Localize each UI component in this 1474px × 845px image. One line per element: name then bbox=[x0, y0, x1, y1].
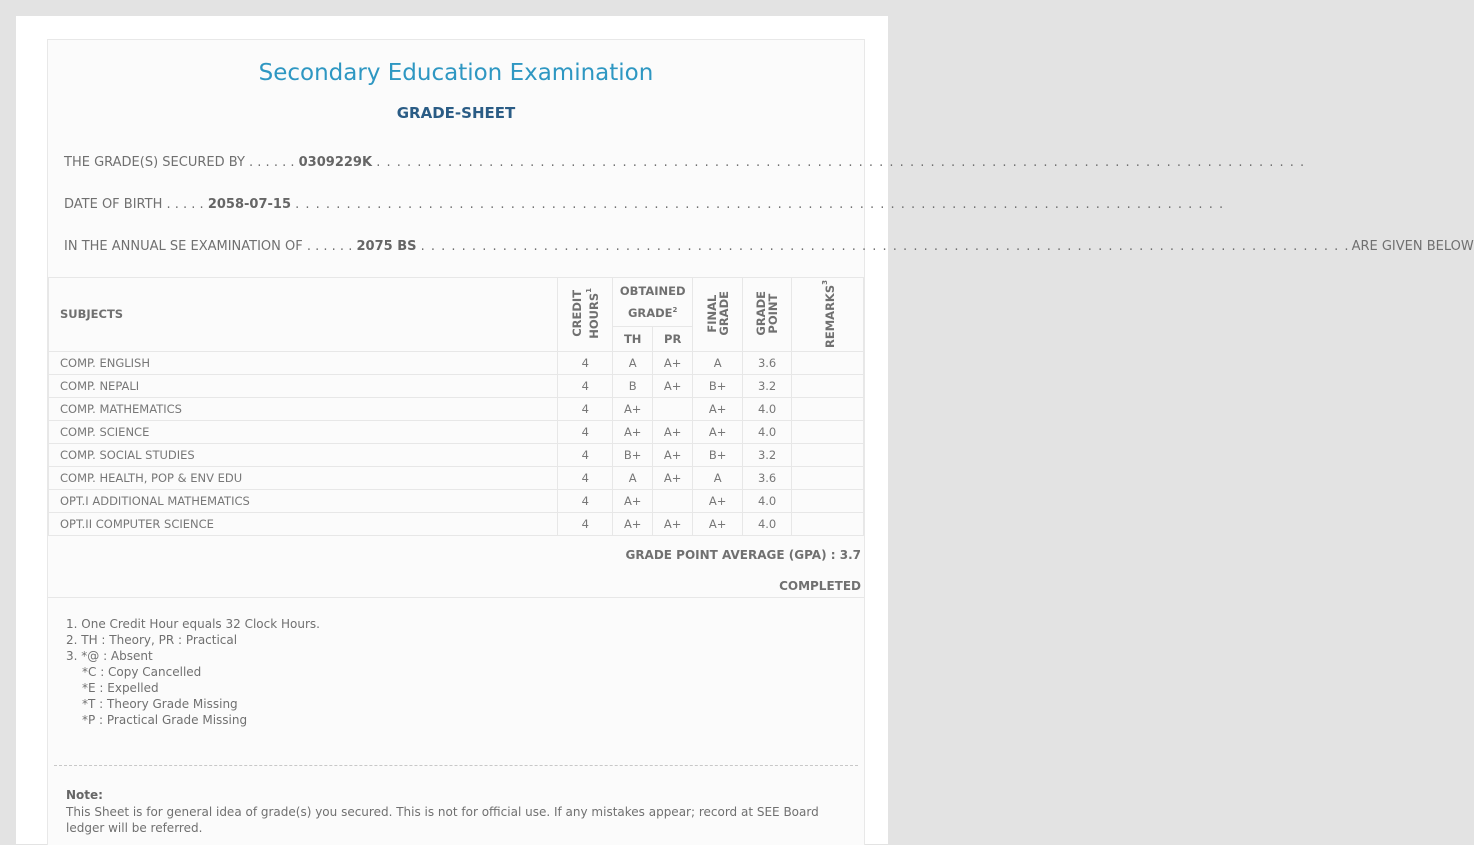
lead-dots: . . . . . . bbox=[249, 155, 295, 170]
final-grade-cell: A+ bbox=[693, 397, 743, 420]
practical-grade-cell: A+ bbox=[653, 443, 693, 466]
practical-grade-cell bbox=[653, 489, 693, 512]
grade-point-cell: 4.0 bbox=[743, 489, 792, 512]
theory-grade-cell: A+ bbox=[613, 489, 653, 512]
lead-dots: . . . . . bbox=[166, 197, 204, 212]
exam-tail: ARE GIVEN BELOW bbox=[1351, 239, 1474, 254]
remarks-cell bbox=[792, 374, 864, 397]
credit-hours-cell: 4 bbox=[558, 443, 613, 466]
theory-grade-cell: A bbox=[613, 351, 653, 374]
practical-header: PR bbox=[653, 327, 693, 352]
subject-cell: COMP. MATHEMATICS bbox=[49, 397, 558, 420]
result-status: COMPLETED bbox=[779, 579, 861, 593]
table-row bbox=[49, 351, 864, 374]
table-row bbox=[49, 443, 864, 466]
practical-grade-cell: A+ bbox=[653, 466, 693, 489]
theory-header: TH bbox=[613, 327, 653, 352]
subject-cell: OPT.I ADDITIONAL MATHEMATICS bbox=[49, 489, 558, 512]
subject-cell: COMP. NEPALI bbox=[49, 374, 558, 397]
remarks-cell bbox=[792, 512, 864, 535]
grade-point-cell: 3.2 bbox=[743, 374, 792, 397]
subject-cell: COMP. SCIENCE bbox=[49, 420, 558, 443]
credit-hours-cell: 4 bbox=[558, 351, 613, 374]
credit-hours-cell: 4 bbox=[558, 397, 613, 420]
exam-line bbox=[64, 239, 1474, 254]
subject-cell: COMP. HEALTH, POP & ENV EDU bbox=[49, 466, 558, 489]
dob-line bbox=[64, 197, 1225, 212]
footnote-3-practical-missing: *P : Practical Grade Missing bbox=[82, 713, 248, 727]
final-grade-cell: B+ bbox=[693, 443, 743, 466]
theory-grade-cell: A+ bbox=[613, 420, 653, 443]
dob-label: DATE OF BIRTH bbox=[64, 197, 163, 212]
grade-point-header: GRADE POINT bbox=[743, 278, 792, 352]
final-grade-header: FINAL GRADE bbox=[693, 278, 743, 352]
exam-year: 2075 BS bbox=[356, 239, 417, 254]
page-subtitle: GRADE-SHEET bbox=[396, 104, 516, 122]
practical-grade-cell bbox=[653, 397, 693, 420]
subject-cell: COMP. SOCIAL STUDIES bbox=[49, 443, 558, 466]
credit-hours-cell: 4 bbox=[558, 466, 613, 489]
table-row bbox=[49, 420, 864, 443]
remarks-cell bbox=[792, 443, 864, 466]
secured-by-label: THE GRADE(S) SECURED BY bbox=[64, 155, 245, 170]
final-grade-cell: A bbox=[693, 466, 743, 489]
credit-hours-cell: 4 bbox=[558, 420, 613, 443]
subject-cell: COMP. ENGLISH bbox=[49, 351, 558, 374]
dashed-divider bbox=[54, 765, 858, 766]
remarks-cell bbox=[792, 466, 864, 489]
table-row bbox=[49, 397, 864, 420]
practical-grade-cell: A+ bbox=[653, 374, 693, 397]
page-frame bbox=[16, 16, 1474, 844]
footnote-1: 1. One Credit Hour equals 32 Clock Hours. bbox=[66, 617, 320, 631]
secured-by-line bbox=[64, 155, 1306, 170]
grades-table bbox=[48, 277, 864, 536]
fill-dots: . . . . . . . . . . . . . . . . . . . . . . . . . . . . . . . . . . . . . . . . . . . . . . . . . . . . . . . . . . . . . . . . . . . . . . . . . . . . . . . . . . . . . . . . . . . bbox=[420, 239, 1350, 254]
symbol-number: 0309229K bbox=[298, 155, 373, 170]
credit-hours-header: CREDIT HOURS$^1$ bbox=[558, 278, 613, 352]
final-grade-cell: A bbox=[693, 351, 743, 374]
table-row bbox=[49, 466, 864, 489]
final-grade-cell: A+ bbox=[693, 512, 743, 535]
remarks-header: REMARKS$^3$ bbox=[792, 278, 864, 352]
table-row bbox=[49, 512, 864, 535]
subjects-header: SUBJECTS bbox=[49, 278, 558, 352]
grade-sheet bbox=[47, 39, 1474, 845]
remarks-cell bbox=[792, 397, 864, 420]
fill-dots: . . . . . . . . . . . . . . . . . . . . . . . . . . . . . . . . . . . . . . . . . . . . . . . . . . . . . . . . . . . . . . . . . . . . . . . . . . . . . . . . . . . . . . . . . . . bbox=[295, 197, 1225, 212]
theory-grade-cell: A bbox=[613, 466, 653, 489]
footnote-3-theory-missing: *T : Theory Grade Missing bbox=[82, 697, 238, 711]
note-text: This Sheet is for general idea of grade(s) you secured. This is not for official use. If any mistakes appear; record at SEE Board ledger will be referred. bbox=[66, 805, 819, 835]
grade-point-cell: 4.0 bbox=[743, 420, 792, 443]
credit-hours-cell: 4 bbox=[558, 374, 613, 397]
table-row bbox=[49, 374, 864, 397]
footnote-3: 3. *@ : Absent bbox=[66, 649, 153, 663]
exam-label: IN THE ANNUAL SE EXAMINATION OF bbox=[64, 239, 303, 254]
practical-grade-cell: A+ bbox=[653, 420, 693, 443]
practical-grade-cell: A+ bbox=[653, 351, 693, 374]
theory-grade-cell: A+ bbox=[613, 512, 653, 535]
footnote-2: 2. TH : Theory, PR : Practical bbox=[66, 633, 238, 647]
section-divider bbox=[48, 597, 864, 598]
theory-grade-cell: B+ bbox=[613, 443, 653, 466]
practical-grade-cell: A+ bbox=[653, 512, 693, 535]
gpa-label: GRADE POINT AVERAGE (GPA) : bbox=[625, 548, 836, 562]
subject-cell: OPT.II COMPUTER SCIENCE bbox=[49, 512, 558, 535]
grade-point-cell: 4.0 bbox=[743, 512, 792, 535]
obtained-grade-header: OBTAINED GRADE$^2$ bbox=[613, 278, 693, 327]
grade-point-cell: 3.6 bbox=[743, 351, 792, 374]
grade-point-cell: 4.0 bbox=[743, 397, 792, 420]
final-grade-cell: B+ bbox=[693, 374, 743, 397]
grade-point-cell: 3.6 bbox=[743, 466, 792, 489]
gpa-summary bbox=[625, 548, 861, 562]
lead-dots: . . . . . . bbox=[306, 239, 353, 254]
grade-point-cell: 3.2 bbox=[743, 443, 792, 466]
theory-grade-cell: B bbox=[613, 374, 653, 397]
credit-hours-cell: 4 bbox=[558, 512, 613, 535]
remarks-cell bbox=[792, 351, 864, 374]
remarks-cell bbox=[792, 420, 864, 443]
page-title: Secondary Education Examination bbox=[258, 60, 654, 86]
table-row bbox=[49, 489, 864, 512]
gpa-value: 3.7 bbox=[839, 548, 861, 562]
theory-grade-cell: A+ bbox=[613, 397, 653, 420]
footnotes bbox=[66, 616, 320, 728]
final-grade-cell: A+ bbox=[693, 420, 743, 443]
credit-hours-cell: 4 bbox=[558, 489, 613, 512]
footnote-3-expelled: *E : Expelled bbox=[82, 681, 159, 695]
final-grade-cell: A+ bbox=[693, 489, 743, 512]
date-of-birth: 2058-07-15 bbox=[207, 197, 291, 212]
footnote-3-copy-cancelled: *C : Copy Cancelled bbox=[82, 665, 202, 679]
fill-dots: . . . . . . . . . . . . . . . . . . . . . . . . . . . . . . . . . . . . . . . . . . . . . . . . . . . . . . . . . . . . . . . . . . . . . . . . . . . . . . . . . . . . . . . . . . . bbox=[376, 155, 1306, 170]
note-title: Note: bbox=[66, 788, 103, 802]
remarks-cell bbox=[792, 489, 864, 512]
